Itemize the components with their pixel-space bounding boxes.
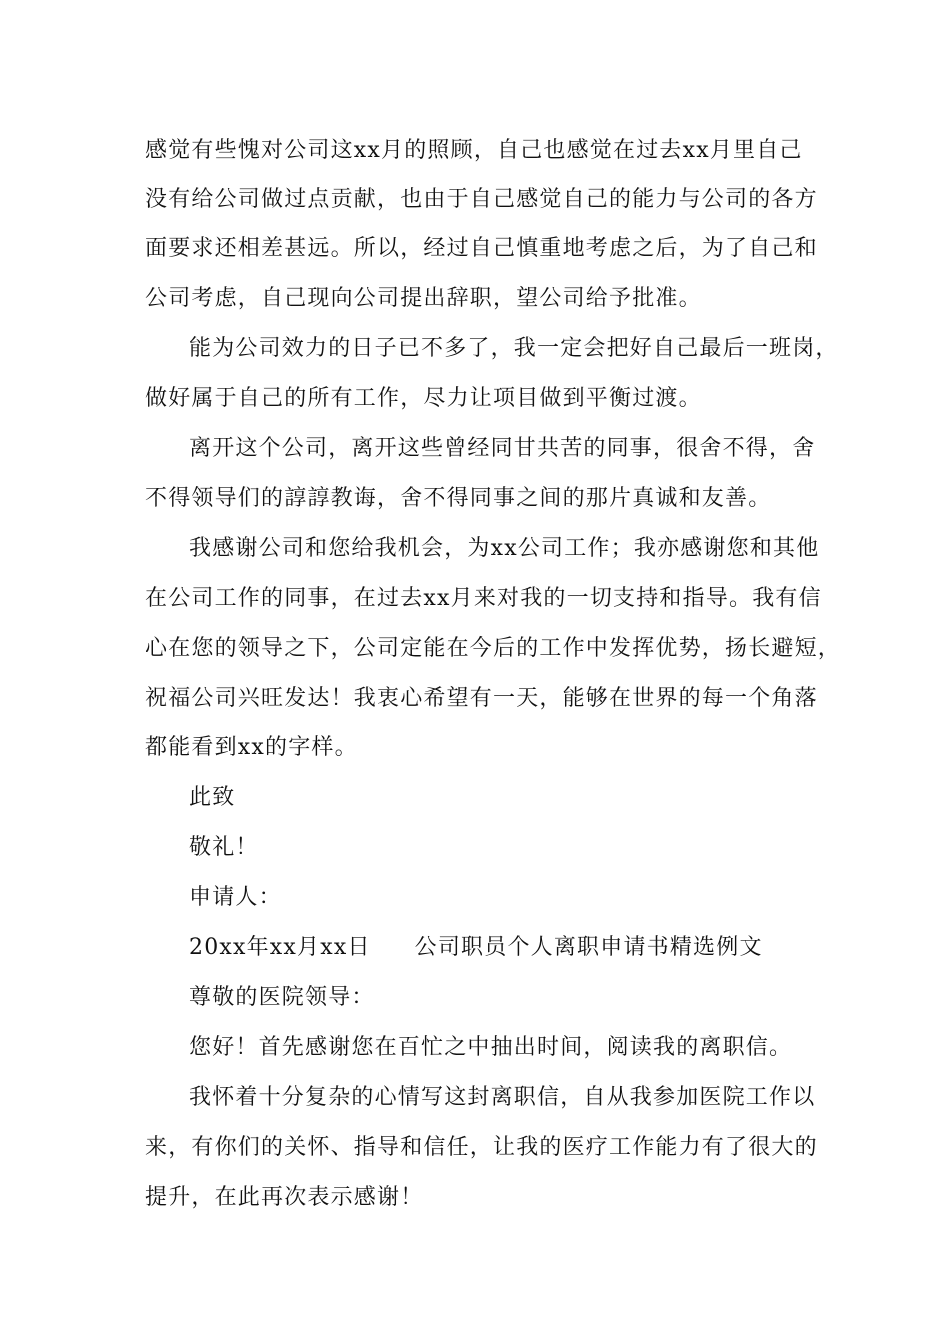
paragraph-line: 做好属于自己的所有工作，尽力让项目做到平衡过渡。 bbox=[145, 386, 702, 411]
paragraph-line: 都能看到xx的字样。 bbox=[145, 735, 358, 760]
paragraph-line: 祝福公司兴旺发达！我衷心希望有一天，能够在世界的每一个角落 bbox=[145, 686, 818, 711]
letter-greeting: 尊敬的医院领导： bbox=[189, 985, 375, 1010]
paragraph-line: 感觉有些愧对公司这xx月的照顾，自己也感觉在过去xx月里自己 bbox=[145, 138, 803, 163]
closing-salutation: 此致 bbox=[189, 785, 236, 810]
letter-date: 20xx年xx月xx日 bbox=[189, 935, 371, 960]
paragraph-line: 提升，在此再次表示感谢！ bbox=[145, 1185, 424, 1210]
paragraph-line: 来，有你们的关怀、指导和信任，让我的医疗工作能力有了很大的 bbox=[145, 1135, 818, 1160]
closing-regards: 敬礼！ bbox=[189, 835, 259, 860]
paragraph-line: 心在您的领导之下，公司定能在今后的工作中发挥优势，扬长避短， bbox=[145, 636, 842, 661]
paragraph-line: 我感谢公司和您给我机会，为xx公司工作；我亦感谢您和其他 bbox=[189, 536, 820, 561]
paragraph-line: 公司考虑，自己现向公司提出辞职，望公司给予批准。 bbox=[145, 286, 702, 311]
paragraph-line: 面要求还相差甚远。所以，经过自己慎重地考虑之后，为了自己和 bbox=[145, 236, 818, 261]
paragraph-line: 在公司工作的同事，在过去xx月来对我的一切支持和指导。我有信 bbox=[145, 586, 822, 611]
paragraph-line: 离开这个公司，离开这些曾经同甘共苦的同事，很舍不得，舍 bbox=[189, 436, 816, 461]
date-title-line bbox=[189, 930, 763, 966]
paragraph-line: 能为公司效力的日子已不多了，我一定会把好自己最后一班岗， bbox=[189, 336, 839, 361]
applicant-label: 申请人： bbox=[189, 885, 282, 910]
paragraph-line: 不得领导们的諄諄教诲，舍不得同事之间的那片真诚和友善。 bbox=[145, 486, 772, 511]
paragraph-line: 没有给公司做过点贡献，也由于自己感觉自己的能力与公司的各方 bbox=[145, 187, 818, 212]
section-title: 公司职员个人离职申请书精选例文 bbox=[414, 935, 763, 960]
paragraph-line: 您好！首先感谢您在百忙之中抽出时间，阅读我的离职信。 bbox=[189, 1035, 793, 1060]
paragraph-line: 我怀着十分复杂的心情写这封离职信，自从我参加医院工作以 bbox=[189, 1085, 816, 1110]
